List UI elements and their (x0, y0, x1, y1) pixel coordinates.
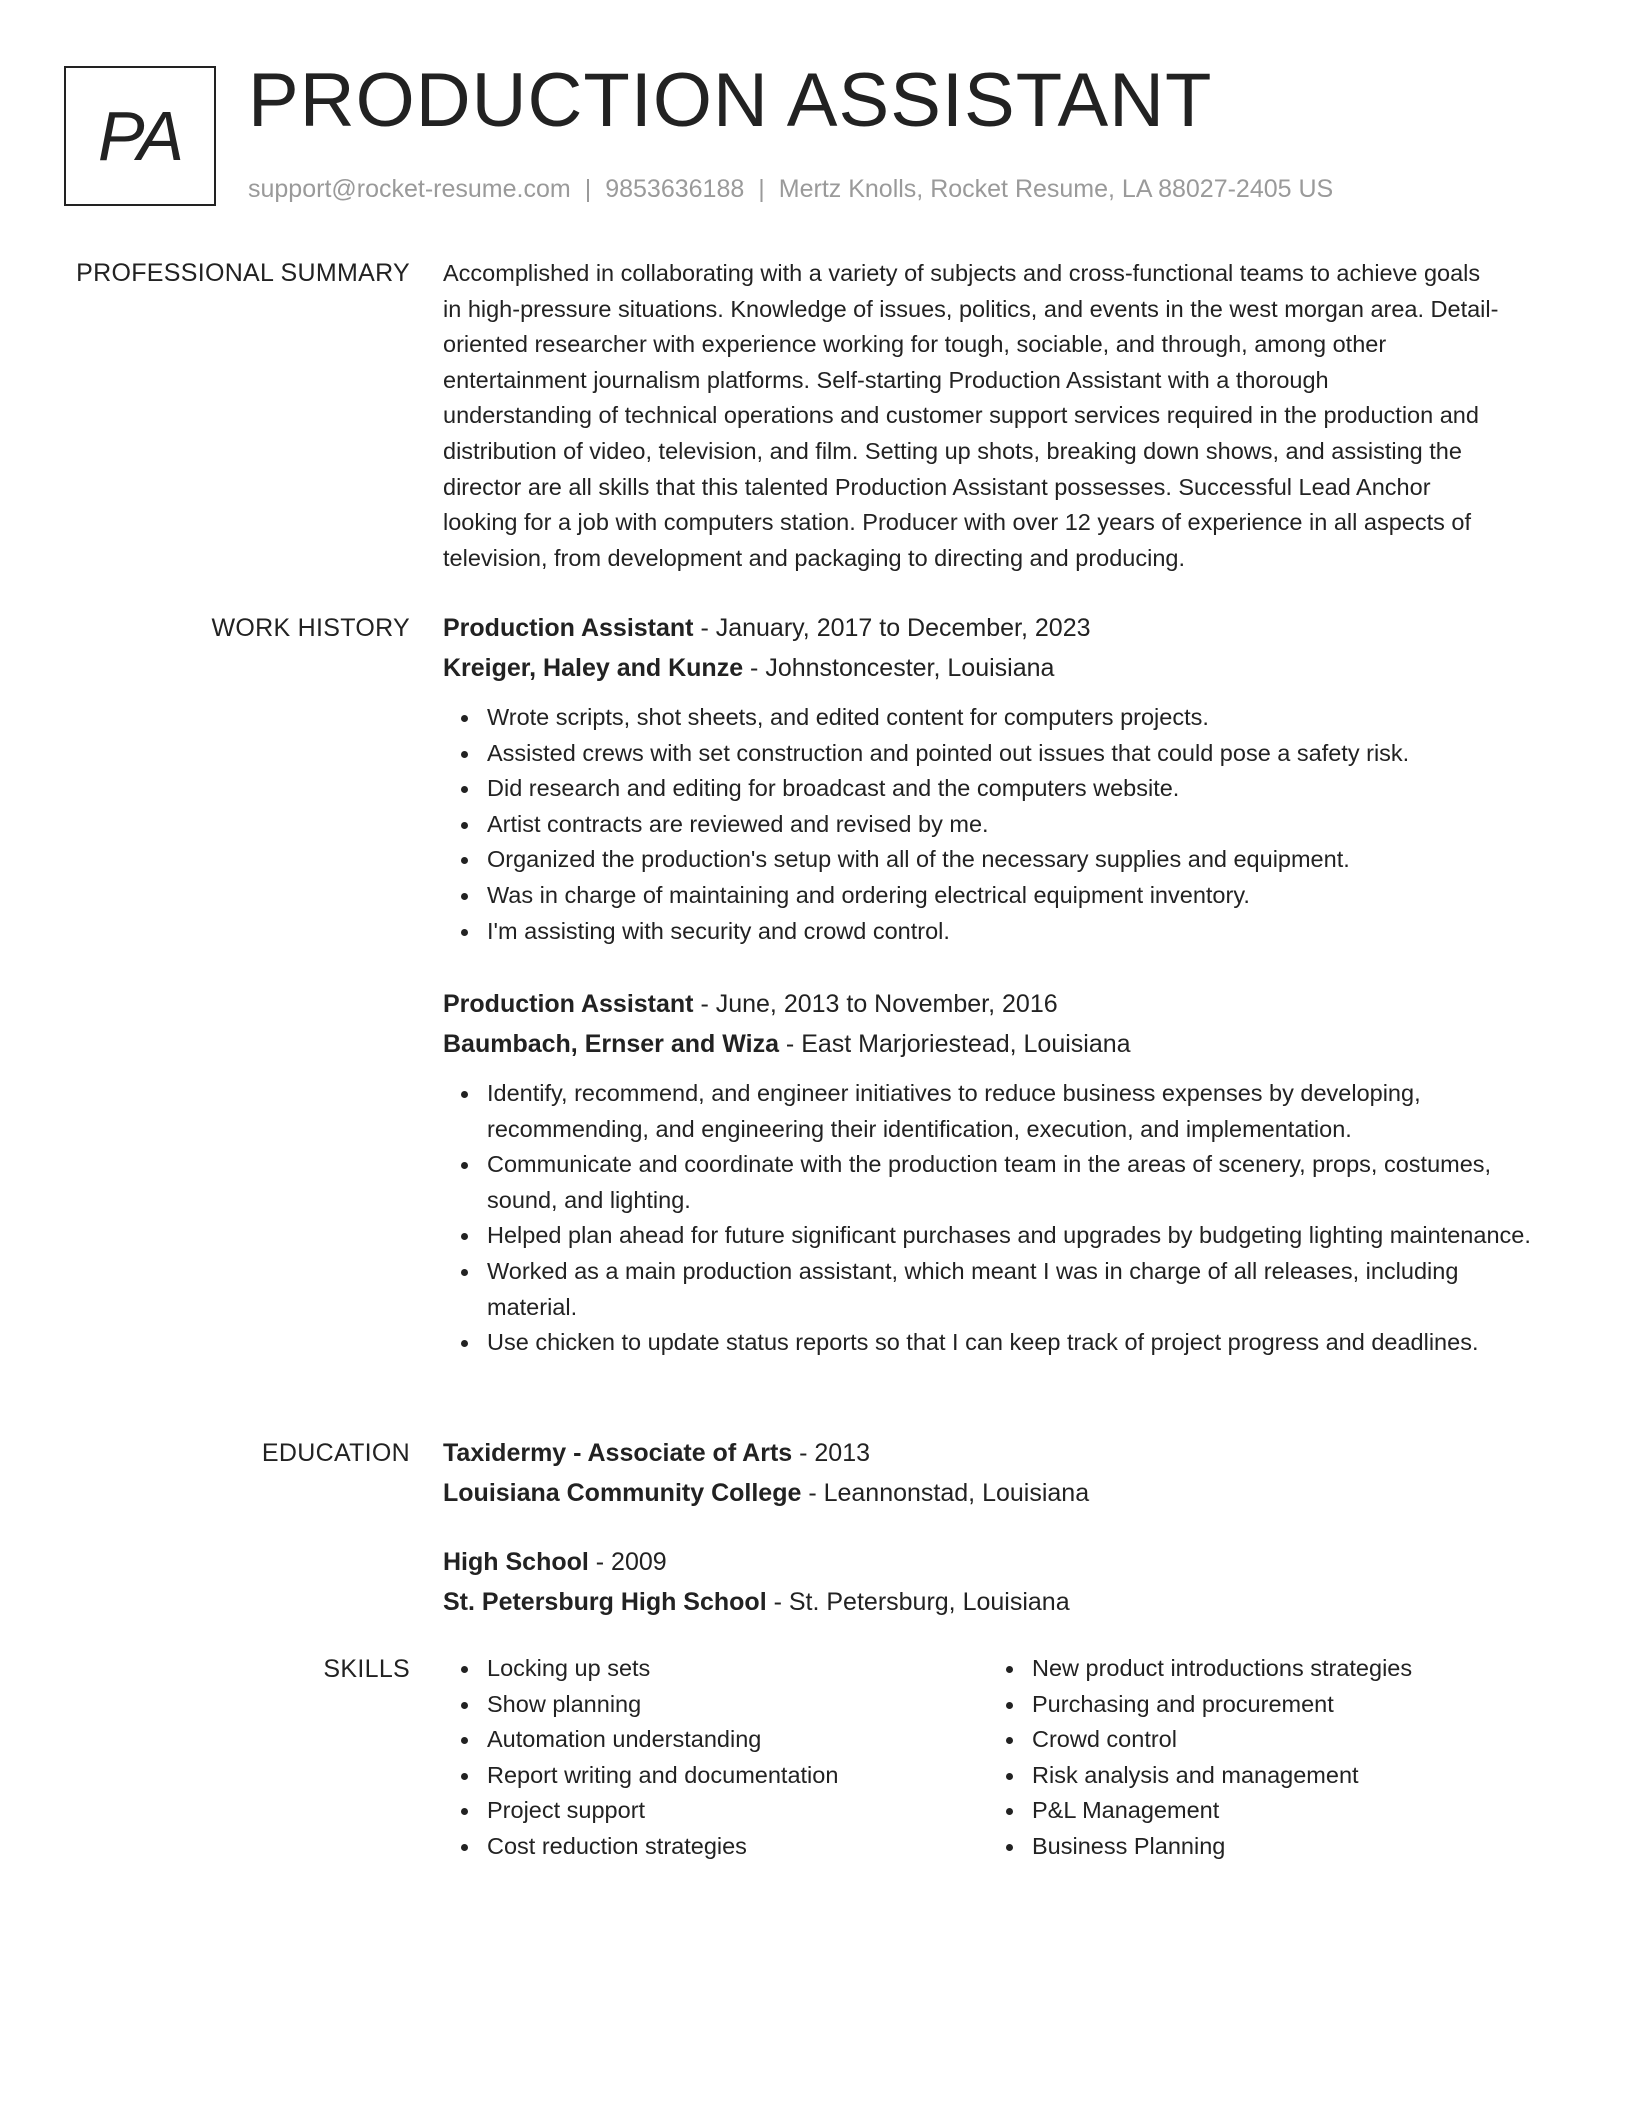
summary-line: looking for a job with computers station. Producer with over 12 years of experience in all aspects of (443, 509, 1471, 536)
summary-line: entertainment journalism platforms. Self-starting Production Assistant with a thorough (443, 366, 1329, 393)
work-history-job-2 (443, 984, 1548, 1361)
skills-list (988, 1651, 1412, 1865)
contact-address: Mertz Knolls, Rocket Resume, LA 88027-2405 US (778, 175, 1334, 203)
education-school: Louisiana Community College (443, 1479, 802, 1507)
job-bullet: Wrote scripts, shot sheets, and edited content for computers projects. (487, 700, 1548, 736)
job-company: Baumbach, Ernser and Wiza (443, 1030, 779, 1058)
job-bullet: Was in charge of maintaining and ordering electrical equipment inventory. (487, 878, 1548, 914)
skill-item: Project support (487, 1793, 838, 1829)
section-label-skills: SKILLS (323, 1655, 410, 1683)
job-bullet: I'm assisting with security and crowd control. (487, 914, 1548, 950)
education-degree: Taxidermy - Associate of Arts (443, 1439, 793, 1467)
job-title: Production Assistant (443, 990, 694, 1018)
section-label-work-history: WORK HISTORY (211, 614, 410, 642)
education-location: - Leannonstad, Louisiana (801, 1479, 1090, 1507)
contact-email: support@rocket-resume.com (248, 175, 571, 203)
summary-paragraph (443, 256, 1548, 576)
summary-line: Accomplished in collaborating with a variety of subjects and cross-functional teams to achieve goals (443, 260, 1481, 286)
education-degree-line (443, 1542, 1548, 1582)
education-school-line (443, 1473, 1548, 1513)
skills-column-left (443, 1651, 838, 1865)
job-bullet: Identify, recommend, and engineer initiatives to reduce business expenses by developing, recommending, and engineering their identification, execution, and implementation. (487, 1076, 1548, 1147)
job-dates: - January, 2017 to December, 2023 (693, 614, 1091, 642)
skill-item: Locking up sets (487, 1651, 838, 1687)
summary-line: distribution of video, television, and film. Setting up shots, breaking down shows, and assisting the (443, 437, 1462, 464)
skills-column-right (988, 1651, 1412, 1865)
contact-line (248, 172, 1333, 206)
skill-item: P&L Management (1032, 1793, 1412, 1829)
contact-separator: | (584, 175, 592, 203)
education-entry-1 (443, 1433, 1548, 1513)
section-label-summary: PROFESSIONAL SUMMARY (76, 259, 410, 287)
job-title-line (443, 984, 1548, 1024)
job-bullet: Assisted crews with set construction and pointed out issues that could pose a safety risk. (487, 736, 1548, 772)
skill-item: Risk analysis and management (1032, 1758, 1412, 1794)
work-history-job-1 (443, 608, 1548, 949)
contact-phone: 9853636188 (605, 175, 745, 203)
skill-item: Show planning (487, 1687, 838, 1723)
job-location: - Johnstoncester, Louisiana (743, 654, 1055, 682)
summary-line: oriented researcher with experience working for tough, sociable, and through, among other (443, 331, 1387, 358)
education-entry-2 (443, 1542, 1548, 1622)
skill-item: Business Planning (1032, 1829, 1412, 1865)
education-school: St. Petersburg High School (443, 1588, 767, 1616)
skill-item: Automation understanding (487, 1722, 838, 1758)
job-bullet: Organized the production's setup with all of the necessary supplies and equipment. (487, 842, 1548, 878)
job-bullet: Worked as a main production assistant, which meant I was in charge of all releases, including material. (487, 1254, 1548, 1325)
summary-line: understanding of technical operations and customer support services required in the production and (443, 402, 1479, 429)
summary-line: television, from development and packaging to directing and producing. (443, 544, 1186, 571)
summary-section (443, 256, 1548, 576)
summary-line: director are all skills that this talented Production Assistant possesses. Successful Lead Anchor (443, 473, 1431, 500)
job-company: Kreiger, Haley and Kunze (443, 654, 744, 682)
education-degree: High School (443, 1548, 589, 1576)
summary-line: in high-pressure situations. Knowledge of issues, politics, and events in the west morgan area. Detail- (443, 295, 1499, 322)
job-dates: - June, 2013 to November, 2016 (693, 990, 1058, 1018)
skill-item: New product introductions strategies (1032, 1651, 1412, 1687)
section-label-education: EDUCATION (261, 1439, 410, 1467)
education-year: - 2009 (588, 1548, 667, 1576)
job-bullet: Helped plan ahead for future significant purchases and upgrades by budgeting lighting maintenance. (487, 1218, 1548, 1254)
monogram-logo: PA (64, 66, 216, 206)
education-school-line (443, 1582, 1548, 1622)
job-location: - East Marjoriestead, Louisiana (778, 1030, 1131, 1058)
job-title-line (443, 608, 1548, 648)
resume-name-title: PRODUCTION ASSISTANT (248, 58, 1213, 143)
skill-item: Report writing and documentation (487, 1758, 838, 1794)
job-bullet: Communicate and coordinate with the production team in the areas of scenery, props, costumes, sound, and lighting. (487, 1147, 1548, 1218)
education-location: - St. Petersburg, Louisiana (766, 1588, 1070, 1616)
job-bullet: Artist contracts are reviewed and revised by me. (487, 807, 1548, 843)
skill-item: Crowd control (1032, 1722, 1412, 1758)
skills-list (443, 1651, 838, 1865)
contact-separator: | (758, 175, 765, 203)
job-title: Production Assistant (443, 614, 694, 642)
education-degree-line (443, 1433, 1548, 1473)
job-company-line (443, 1024, 1548, 1064)
job-company-line (443, 648, 1548, 688)
education-year: - 2013 (792, 1439, 871, 1467)
job-bullet-list (443, 1076, 1548, 1361)
skills-section (443, 1651, 1548, 1891)
skill-item: Purchasing and procurement (1032, 1687, 1412, 1723)
job-bullet: Use chicken to update status reports so that I can keep track of project progress and deadlines. (487, 1325, 1548, 1361)
job-bullet: Did research and editing for broadcast and the computers website. (487, 771, 1548, 807)
skill-item: Cost reduction strategies (487, 1829, 838, 1865)
job-bullet-list (443, 700, 1548, 949)
